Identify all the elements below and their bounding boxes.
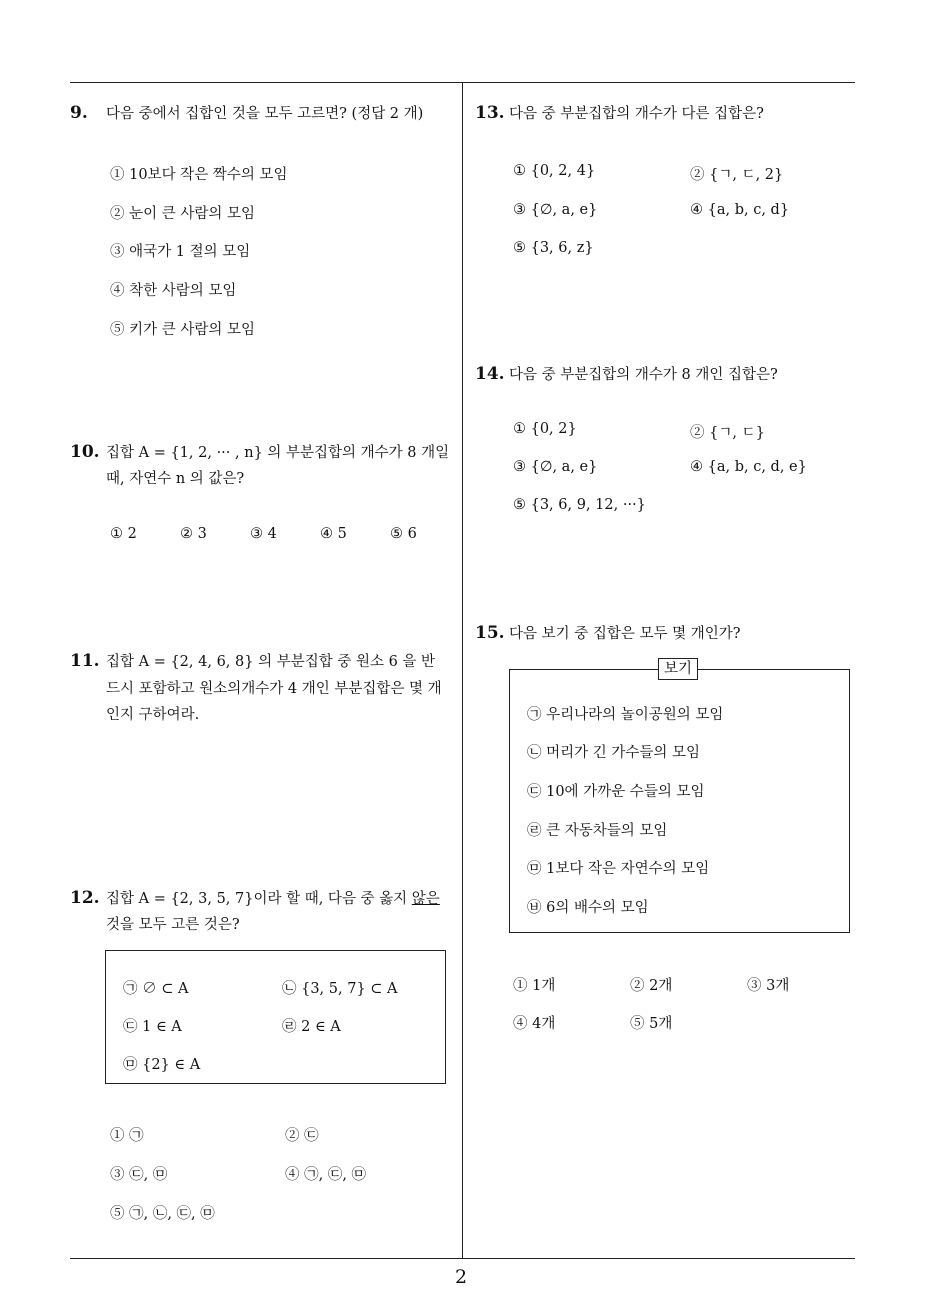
question-number: 13. [475, 103, 505, 123]
box-item: ㉡ 머리가 긴 가수들의 모임 [527, 745, 701, 761]
answer-option[interactable]: ③ {∅, a, e} [513, 459, 598, 475]
answer-option[interactable]: ④ 4개 [513, 1016, 556, 1032]
box-item: ㉥ 6의 배수의 모임 [527, 900, 649, 916]
bottom-rule [70, 1258, 855, 1259]
answer-option[interactable]: ② ㉢ [285, 1128, 319, 1144]
answer-option[interactable]: ③ {∅, a, e} [513, 202, 598, 218]
answer-option[interactable]: ① ㉠ [110, 1128, 144, 1144]
question-text-line: 드시 포함하고 원소의개수가 4 개인 부분집합은 몇 개 [106, 681, 442, 697]
answer-option[interactable]: ④ ㉠, ㉢, ㉤ [285, 1167, 367, 1183]
question-text-line: 인지 구하여라. [106, 707, 200, 723]
question-text: 다음 보기 중 집합은 모두 몇 개인가? [509, 626, 741, 642]
answer-option[interactable]: ① 1개 [513, 978, 556, 994]
question-text-part: 집합 A = {2, 3, 5, 7}이라 할 때, 다음 중 옳지 [106, 891, 412, 907]
answer-option[interactable]: ⑤ {3, 6, z} [513, 240, 594, 256]
answer-option[interactable]: ② {ㄱ, ㄷ} [690, 425, 765, 441]
answer-option[interactable]: ① {0, 2, 4} [513, 163, 596, 179]
answer-option[interactable]: ① 2 [110, 526, 137, 542]
column-divider [462, 82, 463, 1259]
question-text-line: 때, 자연수 n 의 값은? [106, 471, 245, 487]
answer-option[interactable]: ② 3 [180, 526, 207, 542]
box-item: ㉣ 2 ∈ A [282, 1019, 341, 1035]
answer-option[interactable]: ⑤ 키가 큰 사람의 모임 [110, 322, 255, 338]
question-text-line: 집합 A = {1, 2, ··· , n} 의 부분집합의 개수가 8 개일 [106, 445, 450, 461]
answer-option[interactable]: ⑤ ㉠, ㉡, ㉢, ㉤ [110, 1206, 215, 1222]
answer-option[interactable]: ③ ㉢, ㉤ [110, 1167, 168, 1183]
answer-option[interactable]: ⑤ 5개 [630, 1016, 673, 1032]
example-box-title: 보기 [658, 658, 698, 680]
box-item: ㉠ 우리나라의 놀이공원의 모임 [527, 707, 724, 723]
answer-option[interactable]: ③ 애국가 1 절의 모임 [110, 244, 251, 260]
answer-option[interactable]: ③ 4 [250, 526, 277, 542]
question-number: 11. [70, 651, 100, 671]
answer-option[interactable]: ④ 착한 사람의 모임 [110, 283, 237, 299]
question-text-line [106, 886, 440, 912]
question-text: 다음 중 부분집합의 개수가 8 개인 집합은? [509, 367, 778, 383]
box-item: ㉢ 1 ∈ A [123, 1019, 182, 1035]
box-item: ㉡ {3, 5, 7} ⊂ A [282, 981, 398, 997]
question-number: 15. [475, 623, 505, 643]
question-number: 10. [70, 442, 100, 462]
answer-option[interactable]: ④ {a, b, c, d} [690, 202, 790, 218]
underlined-word: 않은 [411, 891, 440, 907]
answer-option[interactable]: ① {0, 2} [513, 421, 577, 437]
question-number: 9. [70, 103, 88, 123]
box-item: ㉤ 1보다 작은 자연수의 모임 [527, 861, 710, 877]
question-text: 다음 중에서 집합인 것을 모두 고르면? (정답 2 개) [106, 106, 424, 122]
page-number: 2 [455, 1266, 468, 1288]
answer-option[interactable]: ⑤ {3, 6, 9, 12, ···} [513, 497, 646, 513]
answer-option[interactable]: ② {ㄱ, ㄷ, 2} [690, 167, 784, 183]
answer-option[interactable]: ④ 5 [320, 526, 347, 542]
box-item: ㉤ {2} ∈ A [123, 1057, 201, 1073]
answer-option[interactable]: ② 2개 [630, 978, 673, 994]
answer-option[interactable]: ③ 3개 [747, 978, 790, 994]
question-text: 다음 중 부분집합의 개수가 다른 집합은? [509, 106, 764, 122]
answer-option[interactable]: ⑤ 6 [390, 526, 417, 542]
box-item: ㉣ 큰 자동차들의 모임 [527, 823, 668, 839]
question-number: 12. [70, 888, 100, 908]
answer-option[interactable]: ② 눈이 큰 사람의 모임 [110, 206, 255, 222]
question-text-line: 것을 모두 고른 것은? [106, 917, 240, 933]
answer-option[interactable]: ④ {a, b, c, d, e} [690, 459, 807, 475]
answer-option[interactable]: ① 10보다 작은 짝수의 모임 [110, 167, 288, 183]
question-number: 14. [475, 364, 505, 384]
box-item: ㉠ ∅ ⊂ A [123, 981, 189, 997]
box-item: ㉢ 10에 가까운 수들의 모임 [527, 784, 705, 800]
question-text-line: 집합 A = {2, 4, 6, 8} 의 부분집합 중 원소 6 을 반 [106, 654, 436, 670]
